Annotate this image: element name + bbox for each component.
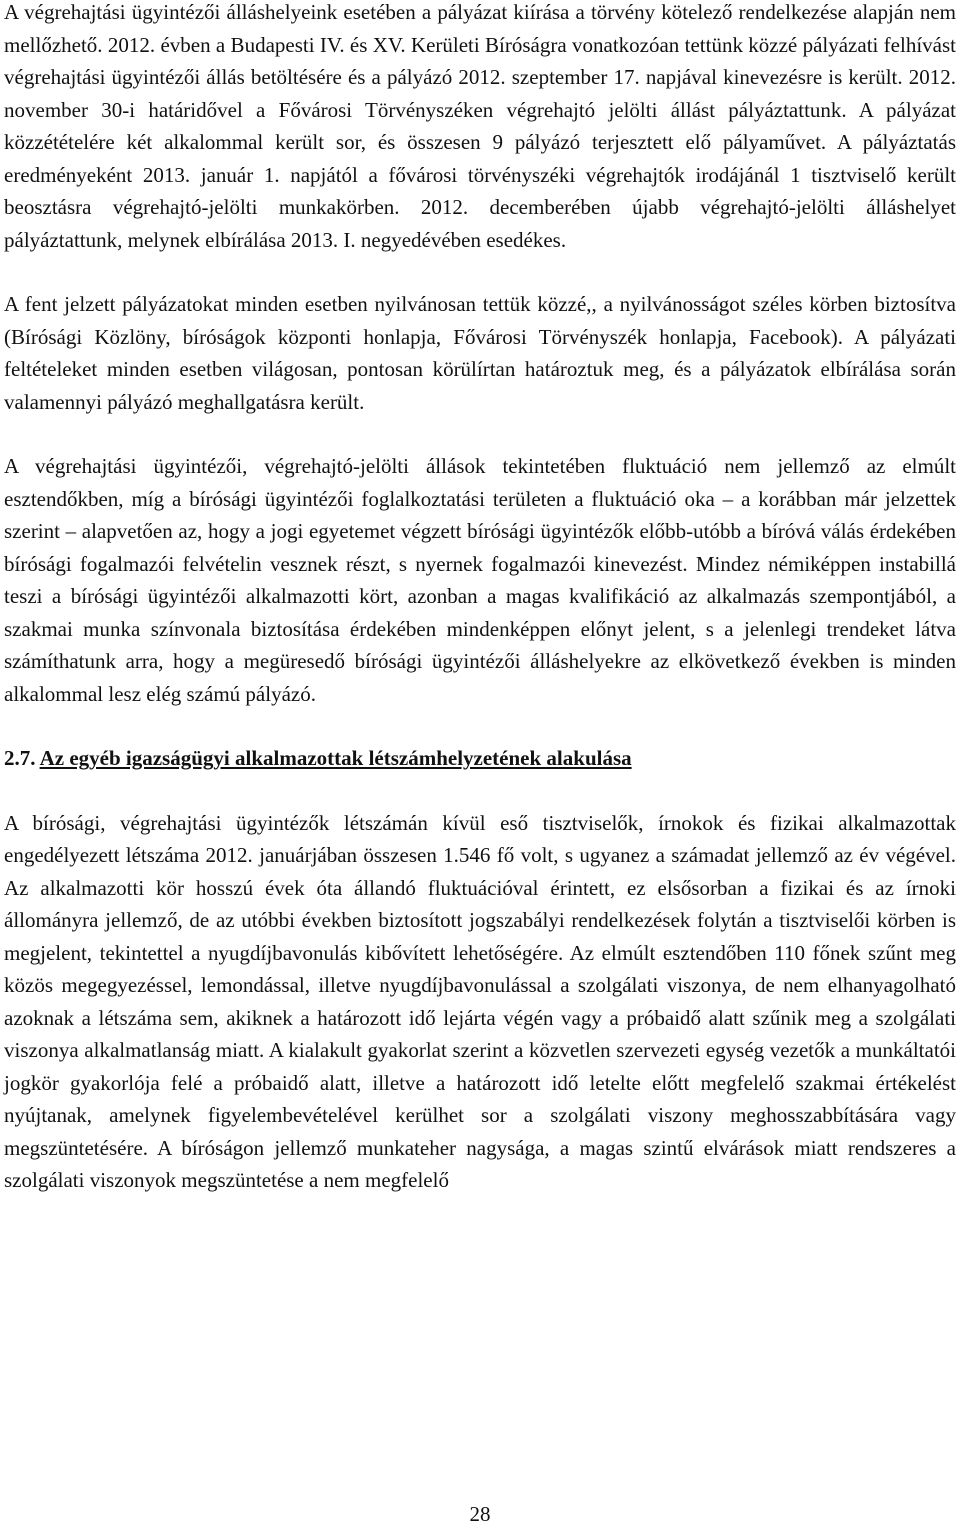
paragraph-gap — [4, 775, 956, 807]
paragraph-other-staff: A bírósági, végrehajtási ügyintézők létszámán kívül eső tisztviselők, írnokok és fizikai alkalmazottak engedélyezett létszáma 2012. januárjában összesen 1.546 fő volt, s ugyanez a számadat jellemző az év végével. Az alkalmazotti kör hosszú évek óta állandó fluktuációval érintett, ez elsősorban a fizikai és az írnoki állományra jellemző, de az utóbbi években biztosított jogszabályi rendelkezések folytán a tisztviselői körben is megjelent, tekintettel a nyugdíjbavonulás kibővített lehetőségére. Az elmúlt esztendőben 110 főnek szűnt meg közös megegyezéssel, lemondással, illetve nyugdíjbavonulással a szolgálati viszonya, de nem elhanyagolható azoknak a létszáma sem, akiknek a határozott idő lejárta végén vagy a próbaidő alatt szűnik meg a szolgálati viszonya alkalmatlanság miatt. A kialakult gyakorlat szerint a közvetlen szervezeti egység vezetők a munkáltatói jogkör gyakorlója felé a próbaidő alatt, illetve a határozott idő letelte előtt megfelelő szakmai értékelést nyújtanak, amelynek figyelembevételével kerülhet sor a szolgálati viszony meghosszabbítására vagy megszüntetésére. A bíróságon jellemző munkateher nagysága, a magas szintű elvárások miatt rendszeres a szolgálati viszonyok megszüntetése a nem megfelelő — [4, 810, 956, 1192]
paragraph-gap — [4, 710, 956, 742]
document-page — [4, 0, 956, 1197]
paragraph-gap — [4, 256, 956, 288]
section-number: 2.7. — [4, 746, 36, 770]
page-number: 28 — [469, 1502, 491, 1526]
paragraph-gap — [4, 418, 956, 450]
section-title: Az egyéb igazságügyi alkalmazottak létszámhelyzetének alakulása — [39, 746, 632, 770]
paragraph-recruitment-enforcement: A végrehajtási ügyintézői álláshelyeink esetében a pályázat kiírása a törvény kötelező rendelkezése alapján nem mellőzhető. 2012. évben a Budapesti IV. és XV. Kerületi Bíróságra vonatkozóan tettünk közzé pályázati felhívást végrehajtási ügyintézői állás betöltésére és a pályázó 2012. szeptember 17. napjával kinevezésre is került. 2012. november 30-i határidővel a Fővárosi Törvényszéken végrehajtó jelölti állást pályáztattunk. A pályázat közzétételére két alkalommal került sor, és összesen 9 pályázó terjesztett elő pályaművet. A pályáztatás eredményeként 2013. január 1. napjától a fővárosi törvényszéki végrehajtók irodájánál 1 tisztviselő került beosztásra végrehajtó-jelölti munkakörben. 2012. decemberében újabb végrehajtó-jelölti álláshelyet pályáztattunk, melynek elbírálása 2013. I. negyedévében esedékes. — [4, 0, 956, 252]
section-heading — [4, 742, 956, 775]
paragraph-fluctuation: A végrehajtási ügyintézői, végrehajtó-jelölti állások tekintetében fluktuáció nem jellemző az elmúlt esztendőkben, míg a bírósági ügyintézői foglalkoztatási területen a fluktuáció oka – a korábban már jelzettek szerint – alapvetően az, hogy a jogi egyetemet végzett bírósági ügyintézők előbb-utóbb a bíróvá válás érdekében bírósági fogalmazói felvételin vesznek részt, s nyernek fogalmazói kinevezést. Mindez némiképpen instabillá teszi a bírósági ügyintézői alkalmazotti kört, azonban a magas kvalifikáció az alkalmazás szempontjából, a szakmai munka színvonala biztosítása érdekében mindenképpen előnyt jelent, s a jelenlegi trendeket látva számíthatunk arra, hogy a megüresedő bírósági ügyintézői álláshelyekre az elkövetkező években is minden alkalommal lesz elég számú pályázó. — [4, 454, 956, 706]
paragraph-publication: A fent jelzett pályázatokat minden esetben nyilvánosan tettük közzé,, a nyilvánosságot széles körben biztosítva (Bírósági Közlöny, bíróságok központi honlapja, Fővárosi Törvényszék honlapja, Facebook). A pályázati feltételeket minden esetben világosan, pontosan körülírtan határoztuk meg, és a pályázatok elbírálása során valamennyi pályázó meghallgatásra került. — [4, 292, 956, 414]
